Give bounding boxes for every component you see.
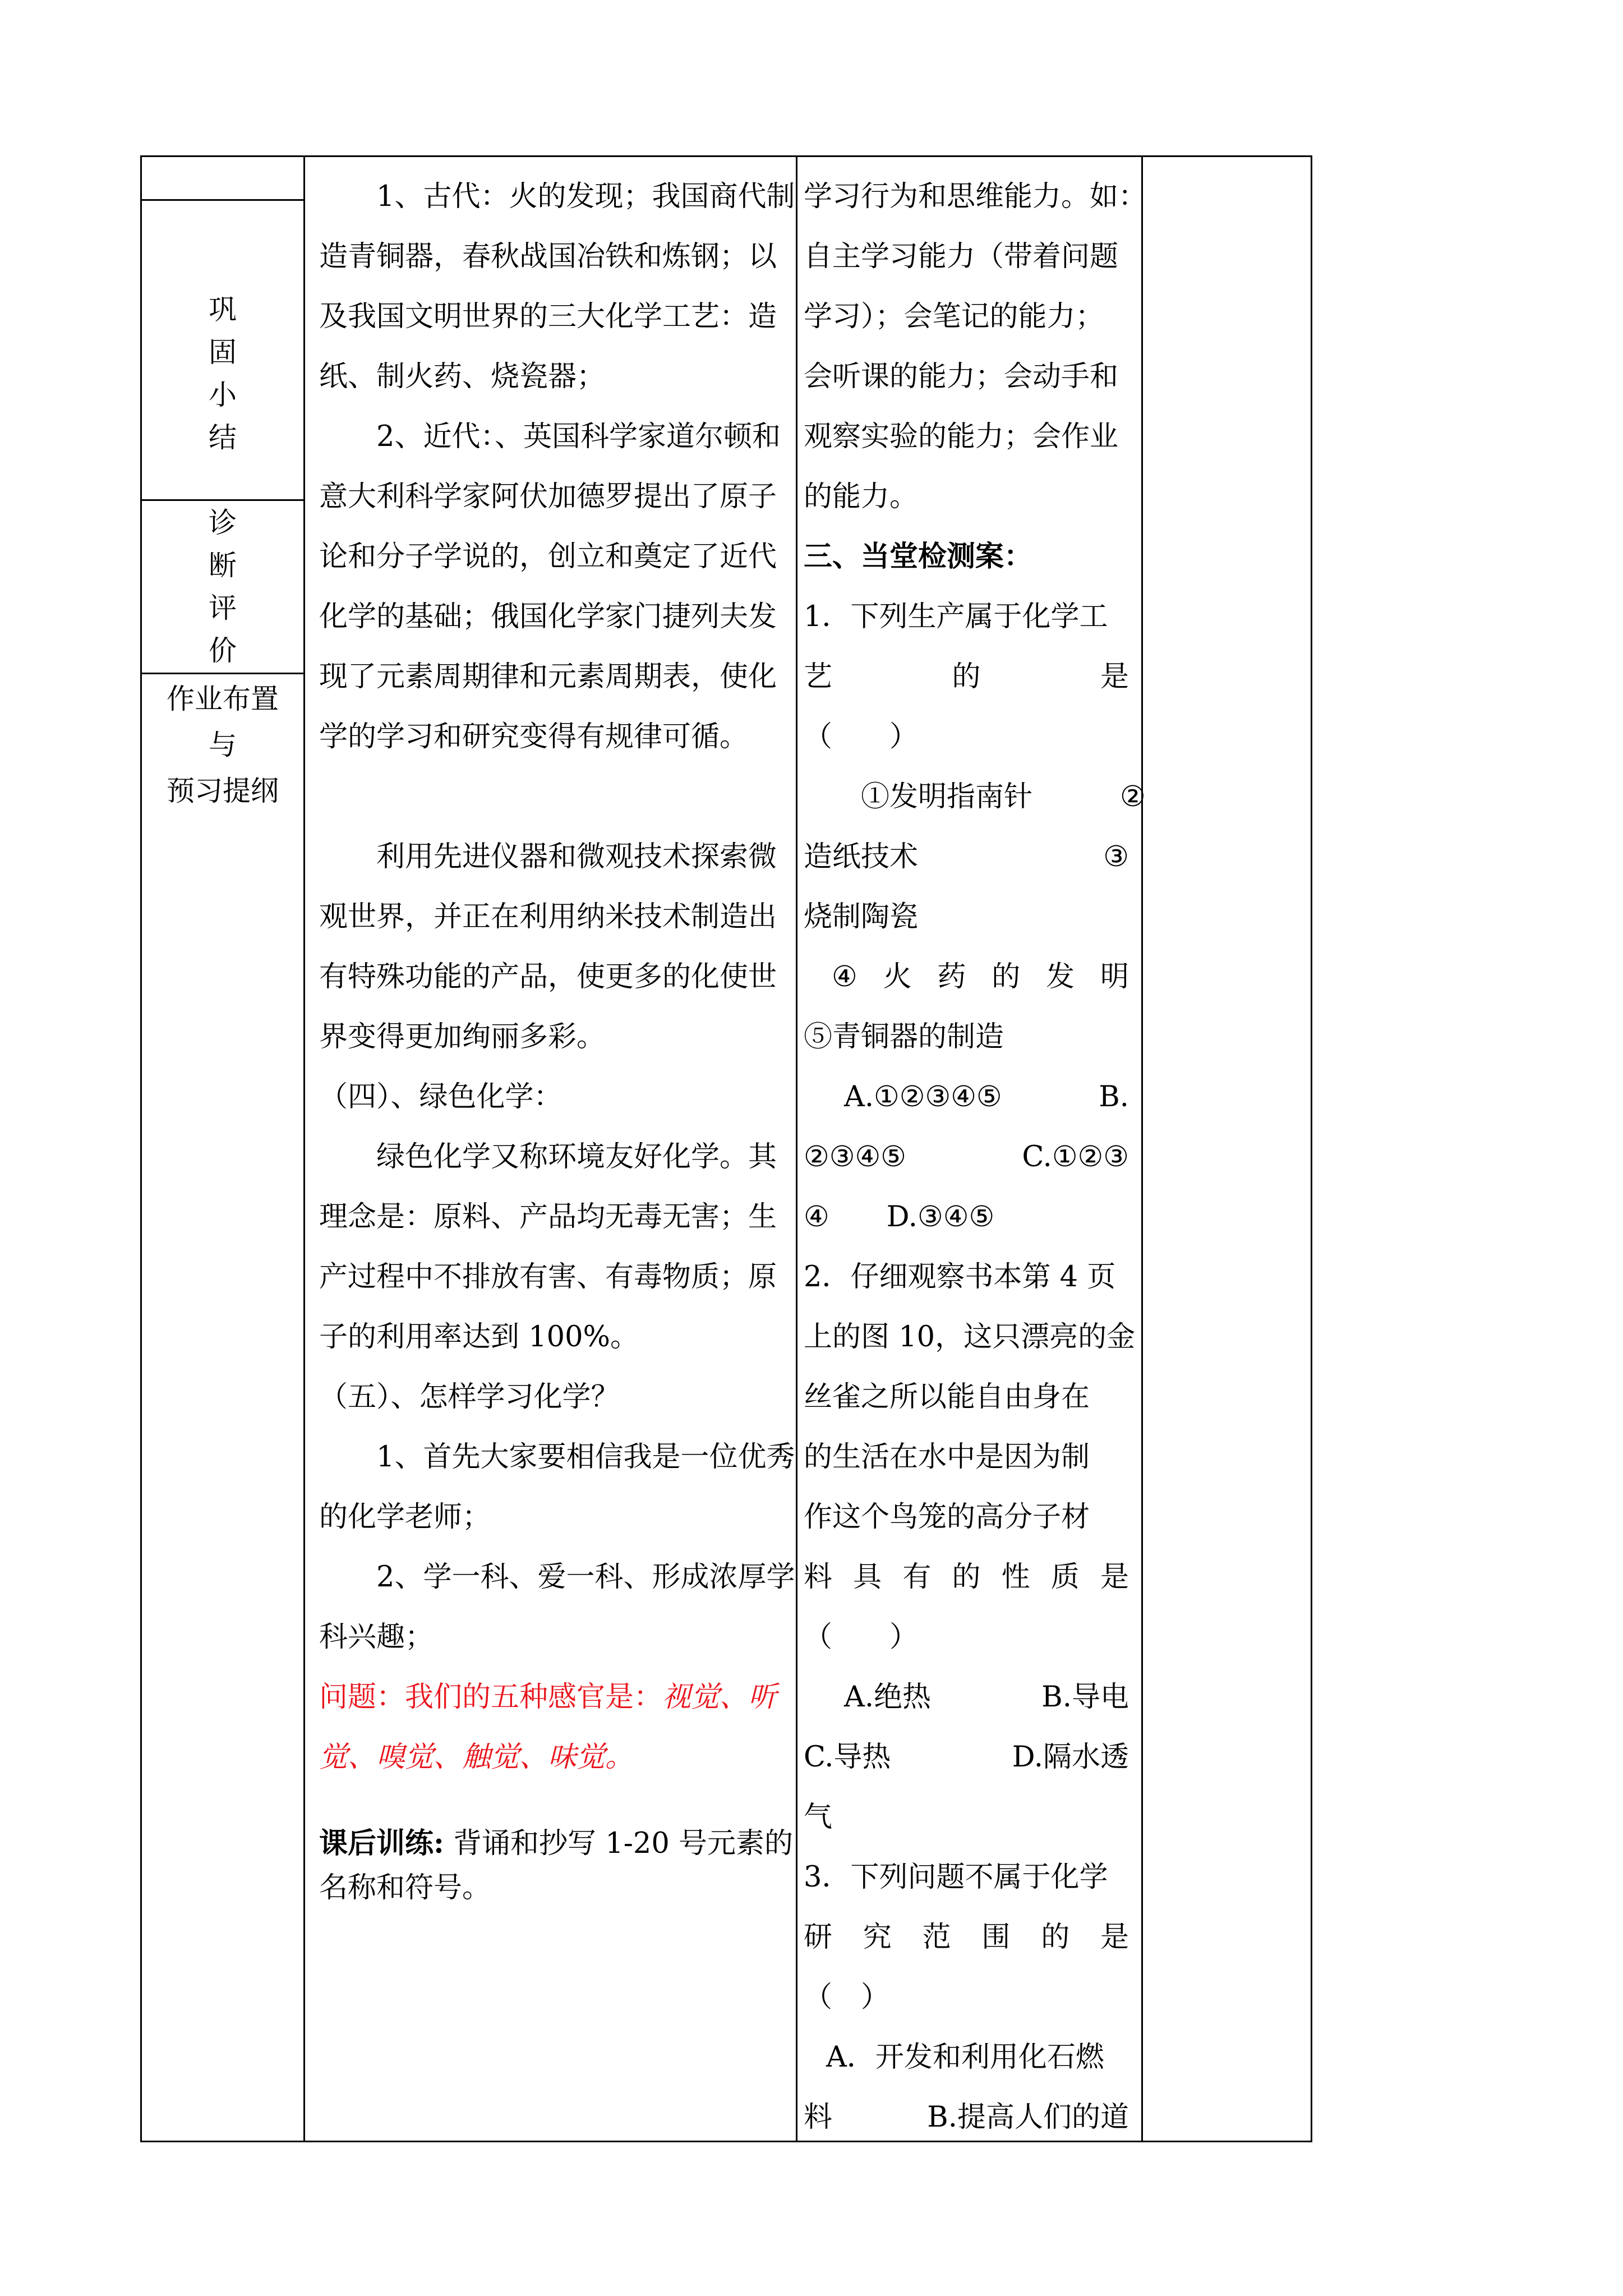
choice-line xyxy=(804,1667,1129,1727)
column-divider-3 xyxy=(1141,157,1143,2141)
text-line: 子的利用率达到 100%。 xyxy=(319,1320,639,1354)
text-line xyxy=(804,1547,1129,1607)
text-line: 自主学习能力（带着问题 xyxy=(804,240,1119,273)
blank-line xyxy=(319,767,782,827)
char: 的 xyxy=(1041,1921,1070,1954)
char: 究 xyxy=(863,1921,892,1954)
text-line: 产过程中不排放有害、有毒物质；原 xyxy=(319,1260,777,1294)
label-char: 小 xyxy=(209,379,237,411)
text-line: 纸、制火药、烧瓷器； xyxy=(319,360,606,393)
row-divider-2 xyxy=(142,499,303,501)
choice-line xyxy=(804,2087,1129,2147)
homework-line: 名称和符号。 xyxy=(319,1871,491,1904)
row-divider-3 xyxy=(142,673,303,674)
char: 药 xyxy=(937,960,966,993)
text-line: 观世界，并正在利用纳米技术制造出 xyxy=(319,900,777,933)
option-3-number: ③ xyxy=(1103,840,1129,873)
question-line xyxy=(319,1667,782,1727)
char: 的 xyxy=(992,960,1021,993)
option-1: ①发明指南针 xyxy=(861,780,1033,813)
text-line: 丝雀之所以能自由身在 xyxy=(804,1381,1090,1414)
label-char: 评 xyxy=(209,592,237,624)
option-2-number: ② xyxy=(1120,780,1146,813)
column-divider-2 xyxy=(796,157,797,2141)
char: 火 xyxy=(883,960,912,993)
text-line: 的生活在水中是因为制 xyxy=(804,1441,1090,1474)
label-consolidate-summary xyxy=(142,288,303,459)
char: 范 xyxy=(922,1921,951,1954)
label-char: 价 xyxy=(209,634,237,667)
text-line: 会听课的能力；会动手和 xyxy=(804,360,1119,393)
text-line: 学习）；会笔记的能力； xyxy=(804,300,1104,333)
char: ④ xyxy=(832,960,857,993)
homework-line xyxy=(319,1821,794,1866)
question-3: 3．下列问题不属于化学 xyxy=(804,1861,1108,1894)
text-line: 1、古代：火的发现；我国商代制 xyxy=(376,180,795,213)
text-line: 及我国文明世界的三大化学工艺：造 xyxy=(319,300,777,333)
lesson-table xyxy=(140,155,1312,2142)
char: 发 xyxy=(1046,960,1075,993)
choice-a: A.绝热 xyxy=(844,1681,932,1714)
option-line xyxy=(804,827,1129,887)
question-1-line-2 xyxy=(804,647,1129,707)
char: 料 xyxy=(804,1561,833,1594)
text-line: 理念是：原料、产品均无毒无害；生 xyxy=(319,1200,777,1234)
question-2: 2．仔细观察书本第 4 页 xyxy=(804,1260,1116,1294)
char: 是 xyxy=(1100,1921,1129,1954)
char: 的 xyxy=(952,1561,981,1594)
text-line: 论和分子学说的，创立和奠定了近代 xyxy=(319,540,777,573)
section-heading: （四）、绿色化学： xyxy=(319,1080,562,1114)
label-char: 结 xyxy=(209,421,237,454)
choice-line xyxy=(804,1067,1129,1127)
label-char: 固 xyxy=(209,336,237,369)
answer-bracket: （ ） xyxy=(804,720,919,753)
answer-bracket: （ ） xyxy=(804,1981,890,2014)
text-line: 的能力。 xyxy=(804,480,919,513)
answer-bracket: （ ） xyxy=(804,1621,919,1654)
label-char: 断 xyxy=(209,549,237,582)
char: 性 xyxy=(1001,1561,1030,1594)
text-line: 学的学习和研究变得有规律可循。 xyxy=(319,720,749,753)
text-line: 观察实验的能力；会作业 xyxy=(804,420,1119,453)
after-class-text: 背诵和抄写 1-20 号元素的 xyxy=(444,1827,794,1860)
choice-line: A．开发和利用化石燃 xyxy=(826,2041,1104,2074)
char: 研 xyxy=(804,1921,833,1954)
choice-a-end: 料 xyxy=(804,2101,833,2134)
question-answer-a: 视觉、听 xyxy=(662,1681,777,1714)
exercise-column xyxy=(804,167,1147,2147)
choice-b: B. xyxy=(1099,1080,1129,1114)
label-char: 诊 xyxy=(209,507,237,539)
label-char: 巩 xyxy=(209,293,237,326)
question-1: 1．下列生产属于化学工 xyxy=(804,600,1108,633)
text-line: 的化学老师； xyxy=(319,1501,491,1534)
text-line: 界变得更加绚丽多彩。 xyxy=(319,1020,606,1053)
choice-c: C.①②③ xyxy=(1022,1140,1129,1174)
row-divider-1 xyxy=(142,199,303,201)
option-2: 造纸技术 xyxy=(804,840,919,873)
label-diagnostic-evaluation xyxy=(142,501,303,672)
option-5: ⑤青铜器的制造 xyxy=(804,1020,1004,1053)
after-class-label: 课后训练: xyxy=(319,1826,444,1860)
choice-b-items: ②③④⑤ xyxy=(804,1140,906,1174)
text-line: 现了元素周期律和元素周期表，使化 xyxy=(319,660,777,693)
choice-c: C.导热 xyxy=(804,1741,891,1774)
text-line: 造青铜器，春秋战国冶铁和炼钢；以 xyxy=(319,240,777,273)
section-heading: （五）、怎样学习化学？ xyxy=(319,1381,620,1414)
text-line: 意大利科学家阿伏加德罗提出了原子 xyxy=(319,480,777,513)
question-answer-b: 觉、嗅觉、触觉、味觉。 xyxy=(319,1741,634,1774)
text-line: 气 xyxy=(804,1801,833,1834)
choice-line xyxy=(804,1127,1129,1187)
text-line: 绿色化学又称环境友好化学。其 xyxy=(376,1140,777,1174)
char: 具 xyxy=(853,1561,882,1594)
choice-b: B.导电 xyxy=(1041,1681,1129,1714)
char: 明 xyxy=(1100,960,1129,993)
char: 质 xyxy=(1050,1561,1080,1594)
column-divider-1 xyxy=(303,157,305,2141)
choice-line xyxy=(804,1727,1129,1787)
char: 围 xyxy=(981,1921,1011,1954)
text-line: 1、首先大家要相信我是一位优秀 xyxy=(376,1441,795,1474)
choice-line: ④ D.③④⑤ xyxy=(804,1200,995,1234)
option-3: 烧制陶瓷 xyxy=(804,900,919,933)
choice-b: B.提高人们的道 xyxy=(927,2101,1129,2134)
option-line xyxy=(804,767,1146,827)
text-line: 学习行为和思维能力。如： xyxy=(804,180,1147,213)
option-4 xyxy=(804,947,1129,1007)
label-line: 作业布置 xyxy=(167,683,279,715)
char: 的 xyxy=(952,660,981,693)
text-line: 利用先进仪器和微观技术探索微 xyxy=(376,840,777,873)
text-line: 2、近代：、英国科学家道尔顿和 xyxy=(376,420,781,453)
label-line: 与 xyxy=(209,729,237,761)
char: 艺 xyxy=(804,660,833,693)
text-line: 2、学一科、爱一科、形成浓厚学 xyxy=(376,1561,795,1594)
text-line: 化学的基础；俄国化学家门捷列夫发 xyxy=(319,600,777,633)
text-line: 有特殊功能的产品，使更多的化使世 xyxy=(319,960,777,993)
section-heading: 三、当堂检测案： xyxy=(804,540,1033,573)
main-content xyxy=(319,167,795,1911)
char: 有 xyxy=(902,1561,932,1594)
question-line xyxy=(319,1727,782,1787)
text-line xyxy=(804,1907,1129,1967)
blank-line xyxy=(319,1787,782,1821)
question-prefix: 问题：我们的五种感官是： xyxy=(319,1681,663,1714)
text-line: 科兴趣； xyxy=(319,1621,434,1654)
label-homework-preview xyxy=(142,676,303,814)
choice-a: A.①②③④⑤ xyxy=(844,1080,1002,1114)
text-line: 上的图 10，这只漂亮的金 xyxy=(804,1320,1136,1354)
choice-d: D.隔水透 xyxy=(1012,1741,1129,1774)
text-line: 作这个鸟笼的高分子材 xyxy=(804,1501,1090,1534)
char: 是 xyxy=(1100,660,1129,693)
label-line: 预习提纲 xyxy=(167,775,279,807)
char: 是 xyxy=(1100,1561,1129,1594)
